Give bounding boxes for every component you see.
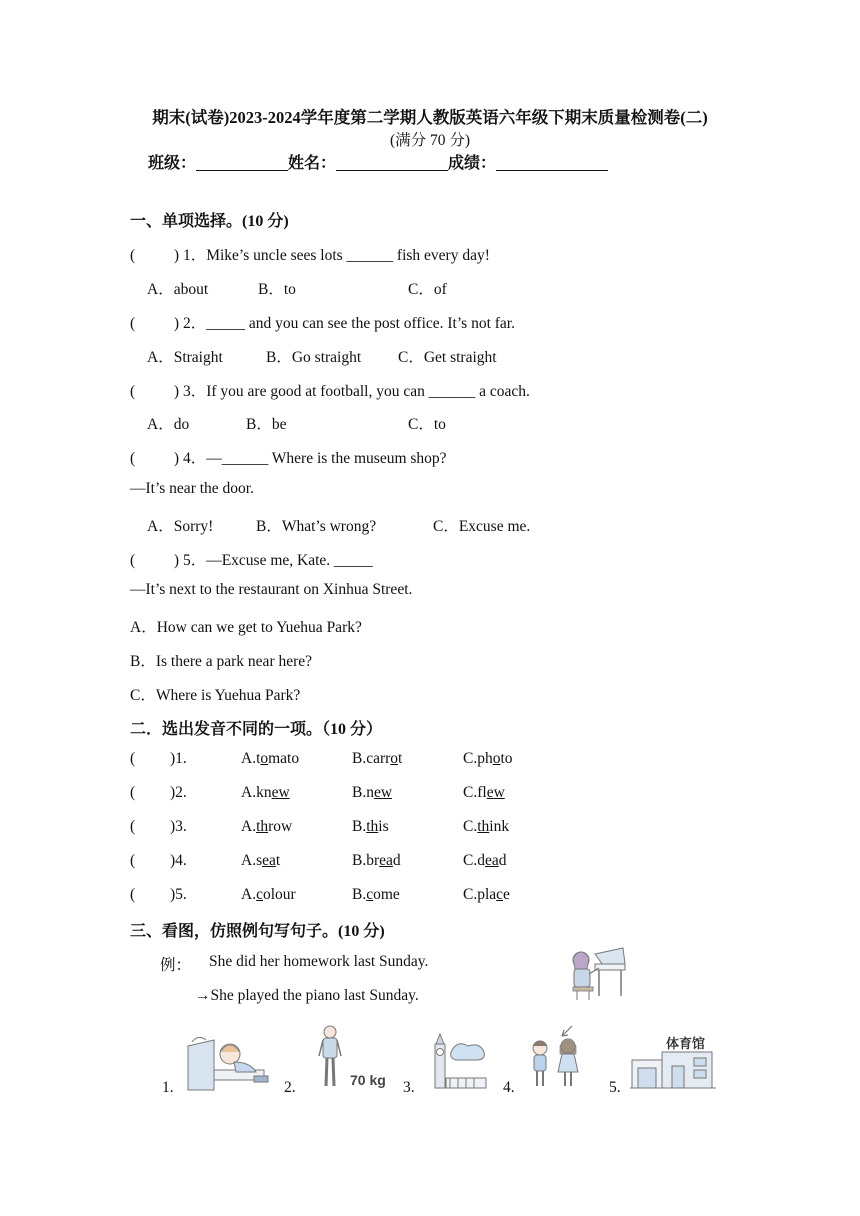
example-label: 例：	[160, 957, 192, 974]
section3-heading: 三、看图，仿照例句写句子。(10 分)	[130, 923, 385, 940]
name-label: 姓名：	[288, 155, 337, 172]
weight-label: 70 kg	[350, 1072, 386, 1088]
underlined-letters: th	[256, 818, 269, 835]
option-text: t	[275, 852, 281, 869]
pron-question-number: )5.	[170, 886, 187, 903]
option-text: d	[498, 852, 507, 869]
option-text: B.carr	[352, 750, 391, 767]
q2-option-b: B．Go straight	[266, 349, 362, 366]
option-text: row	[268, 818, 293, 835]
option-text: C.pla	[463, 886, 497, 903]
score-blank[interactable]	[496, 154, 608, 171]
q3-option-b: B．be	[246, 416, 287, 433]
option-text: ink	[489, 818, 510, 835]
option-text: d	[392, 852, 401, 869]
pron-answer-paren: (	[130, 750, 136, 767]
option-text: A.t	[241, 750, 261, 767]
q5-reply: —It’s next to the restaurant on Xinhua Street.	[130, 581, 413, 598]
piano-girl-illustration	[565, 944, 627, 1002]
option-text: C.ph	[463, 750, 493, 767]
underlined-letters: th	[366, 818, 379, 835]
q3-option-a: A．do	[147, 416, 190, 433]
option-text: to	[500, 750, 513, 767]
underlined-letters: th	[477, 818, 490, 835]
q5-stem: ( ) 5．—Excuse me, Kate. _____	[130, 552, 373, 569]
underlined-letters: ea	[379, 852, 393, 869]
option-text: olour	[262, 886, 296, 903]
option-text: B.	[352, 886, 367, 903]
bed-child-illustration	[184, 1032, 272, 1094]
option-text: e	[503, 886, 510, 903]
pron-option-b	[352, 750, 402, 768]
gym-building-illustration	[628, 1032, 718, 1090]
pron-answer-paren: (	[130, 886, 136, 903]
gym-sign: 体育馆	[666, 1036, 706, 1051]
q4-option-c: C．Excuse me.	[433, 518, 531, 535]
option-text: B.n	[352, 784, 374, 801]
q4-option-b: B．What’s wrong?	[256, 518, 377, 535]
option-text: t	[398, 750, 403, 767]
picture-number-4: 4.	[503, 1079, 515, 1096]
pron-question-number: )4.	[170, 852, 187, 869]
q3-stem: ( ) 3．If you are good at football, you can ______ a coach.	[130, 383, 530, 400]
underlined-letters: ew	[373, 784, 393, 801]
q4-option-a: A．Sorry!	[147, 518, 214, 535]
class-label: 班级：	[148, 155, 197, 172]
man-weight-illustration	[310, 1022, 394, 1092]
q5-option-c: C．Where is Yuehua Park?	[130, 687, 301, 704]
pron-option-c	[463, 852, 506, 870]
underlined-letters: c	[366, 886, 374, 903]
q2-option-c: C．Get straight	[398, 349, 497, 366]
paper-title: 期末(试卷)2023-2024学年度第二学期人教版英语六年级下期末质量检测卷(二)	[152, 108, 708, 127]
option-text: is	[378, 818, 389, 835]
section2-heading: 二．选出发音不同的一项。（10 分）	[130, 721, 383, 738]
picture-number-1: 1.	[162, 1079, 174, 1096]
example-sentence: She did her homework last Sunday.	[209, 953, 429, 970]
score-label: 成绩：	[448, 155, 497, 172]
underlined-letters: ew	[271, 784, 290, 801]
q3-option-c: C．to	[408, 416, 446, 433]
pron-answer-paren: (	[130, 818, 136, 835]
pron-question-number: )1.	[170, 750, 187, 767]
pron-option-b	[352, 784, 392, 802]
big-ben-illustration	[426, 1030, 488, 1092]
option-text: A.	[241, 886, 257, 903]
q2-option-a: A．Straight	[147, 349, 223, 366]
pron-option-c	[463, 750, 513, 768]
underlined-letters: ew	[486, 784, 505, 801]
underlined-letters: c	[256, 886, 263, 903]
q5-option-b: B．Is there a park near here?	[130, 653, 313, 670]
underlined-letters: o	[492, 750, 501, 767]
picture-number-5: 5.	[609, 1079, 621, 1096]
option-text: A.kn	[241, 784, 272, 801]
q4-reply: —It’s near the door.	[130, 480, 254, 497]
pron-option-c	[463, 818, 509, 836]
option-text: C.fl	[463, 784, 487, 801]
q2-stem: ( ) 2．_____ and you can see the post office. It’s not far.	[130, 315, 515, 332]
student-info-line	[148, 150, 608, 173]
option-text: ome	[373, 886, 400, 903]
option-text: A.s	[241, 852, 263, 869]
underlined-letters: c	[496, 886, 504, 903]
pron-question-number: )3.	[170, 818, 187, 835]
pron-answer-paren: (	[130, 784, 136, 801]
option-text: B.br	[352, 852, 380, 869]
q1-option-b: B．to	[258, 281, 296, 298]
pron-option-a	[241, 818, 292, 836]
picture-number-3: 3.	[403, 1079, 415, 1096]
pron-option-a	[241, 886, 296, 904]
pron-answer-paren: (	[130, 852, 136, 869]
pron-question-number: )2.	[170, 784, 187, 801]
option-text: C.d	[463, 852, 485, 869]
q5-option-a: A．How can we get to Yuehua Park?	[130, 619, 362, 636]
option-text: mato	[268, 750, 300, 767]
q4-stem: ( ) 4．—______ Where is the museum shop?	[130, 450, 447, 467]
example-answer: →She played the piano last Sunday.	[195, 987, 419, 1004]
full-score-note: (满分 70 分)	[389, 132, 471, 149]
option-text: C.	[463, 818, 478, 835]
boy-girl-illustration	[526, 1022, 588, 1092]
name-blank[interactable]	[336, 154, 448, 171]
q1-option-a: A．about	[147, 281, 209, 298]
option-text: B.	[352, 818, 367, 835]
option-text: A.	[241, 818, 257, 835]
section1-heading: 一、单项选择。(10 分)	[130, 213, 289, 230]
underlined-letters: ea	[262, 852, 276, 869]
class-blank[interactable]	[196, 154, 288, 171]
pron-option-a	[241, 852, 280, 870]
pron-option-b	[352, 818, 389, 836]
pron-option-c	[463, 886, 510, 904]
underlined-letters: ea	[484, 852, 499, 869]
pron-option-c	[463, 784, 505, 802]
underlined-letters: o	[260, 750, 269, 767]
picture-number-2: 2.	[284, 1079, 296, 1096]
q1-option-c: C．of	[408, 281, 447, 298]
pron-option-b	[352, 886, 400, 904]
pron-option-a	[241, 750, 299, 768]
q1-stem: ( ) 1．Mike’s uncle sees lots ______ fish every day!	[130, 247, 490, 264]
pron-option-a	[241, 784, 290, 802]
underlined-letters: o	[390, 750, 399, 767]
pron-option-b	[352, 852, 401, 870]
